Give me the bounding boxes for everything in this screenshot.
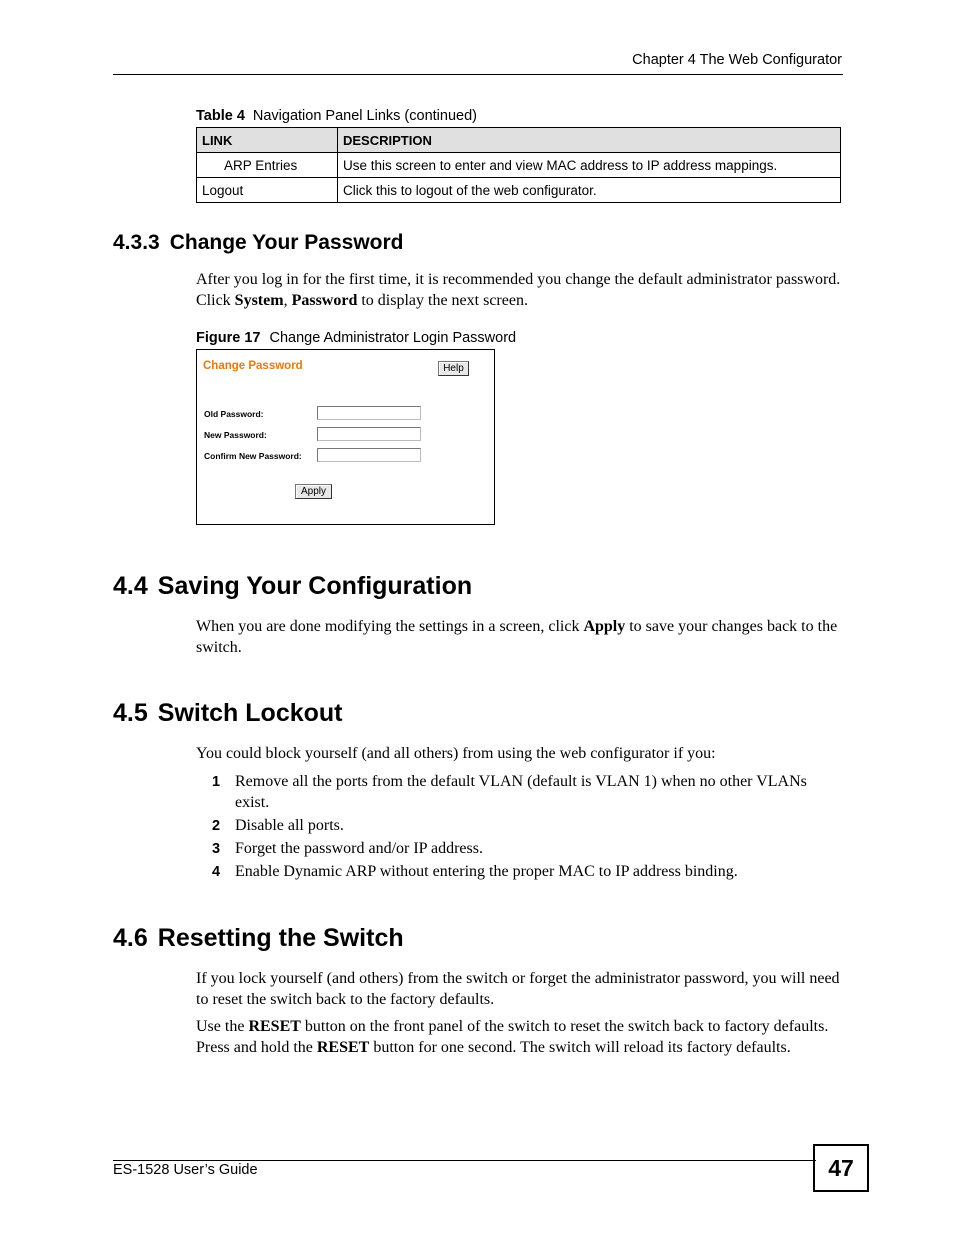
new-password-input[interactable] bbox=[317, 427, 421, 441]
table-caption-label: Table 4 bbox=[196, 108, 245, 124]
text-run: button for one second. The switch will reload its factory defaults. bbox=[369, 1038, 791, 1056]
new-password-label: New Password: bbox=[204, 430, 267, 440]
list-text: Forget the password and/or IP address. bbox=[235, 840, 483, 857]
section-number: 4.4 bbox=[113, 572, 148, 600]
table-cell-link: ARP Entries bbox=[197, 153, 338, 178]
section-title: Switch Lockout bbox=[157, 699, 343, 727]
list-text: Remove all the ports from the default VLAN (default is VLAN 1) when no other VLANs exist. bbox=[235, 773, 807, 811]
change-password-screenshot bbox=[196, 349, 495, 525]
text-run: Use the bbox=[196, 1018, 249, 1035]
section-heading-4-3-3 bbox=[113, 231, 404, 255]
resetting-paragraph-2 bbox=[196, 1017, 844, 1058]
screen-title: Change Password bbox=[203, 360, 303, 372]
figure-caption-text: Change Administrator Login Password bbox=[269, 330, 517, 346]
lockout-intro: You could block yourself (and all others) from using the web configurator if you: bbox=[196, 745, 716, 762]
column-header-link: LINK bbox=[197, 128, 338, 153]
text-run: to display the next screen. bbox=[357, 291, 528, 309]
section-heading-4-4 bbox=[113, 572, 472, 601]
figure-label: Figure 17 bbox=[196, 330, 261, 346]
text-run: When you are done modifying the settings in a screen, click bbox=[196, 618, 584, 635]
bold-system: System bbox=[234, 291, 284, 309]
section-title: Saving Your Configuration bbox=[157, 572, 473, 600]
confirm-password-input[interactable] bbox=[317, 448, 421, 462]
section-number: 4.5 bbox=[113, 699, 148, 727]
text-run: button on the front panel of the switch to reset the switch back to factory defaults. Press and hold the bbox=[196, 1018, 829, 1056]
footer-rule bbox=[113, 1160, 816, 1161]
table-caption bbox=[196, 108, 477, 124]
bold-reset: RESET bbox=[316, 1038, 370, 1056]
apply-button[interactable]: Apply bbox=[295, 484, 332, 499]
table-header-row bbox=[197, 128, 841, 153]
section-title: Resetting the Switch bbox=[157, 924, 404, 952]
table-row bbox=[197, 178, 841, 203]
bold-reset: RESET bbox=[248, 1018, 301, 1035]
text-run: to save your changes back to the switch. bbox=[196, 618, 838, 656]
footer-guide-title: ES-1528 User’s Guide bbox=[113, 1162, 258, 1178]
table-cell-link: Logout bbox=[197, 178, 338, 203]
table-caption-text: Navigation Panel Links (continued) bbox=[252, 108, 477, 124]
list-number: 3 bbox=[212, 841, 221, 857]
figure-caption bbox=[196, 330, 516, 346]
help-button[interactable]: Help bbox=[438, 361, 469, 376]
table-cell-description: Use this screen to enter and view MAC address to IP address mappings. bbox=[338, 153, 841, 178]
old-password-input[interactable] bbox=[317, 406, 421, 420]
page-number: 47 bbox=[813, 1144, 869, 1192]
list-number: 2 bbox=[212, 818, 221, 834]
section-number: 4.6 bbox=[113, 924, 148, 952]
section-heading-4-5 bbox=[113, 699, 343, 728]
section-number: 4.3.3 bbox=[113, 231, 160, 254]
confirm-password-label: Confirm New Password: bbox=[204, 451, 302, 461]
saving-paragraph bbox=[196, 617, 844, 658]
old-password-label: Old Password: bbox=[204, 409, 264, 419]
column-header-description: DESCRIPTION bbox=[338, 128, 841, 153]
section-title: Change Your Password bbox=[169, 231, 404, 254]
resetting-paragraph-1: If you lock yourself (and others) from the switch or forget the administrator password, you will need to reset the switch back to the factory defaults. bbox=[196, 970, 840, 1008]
list-number: 1 bbox=[212, 774, 221, 790]
list-text: Disable all ports. bbox=[235, 817, 344, 834]
bold-password: Password bbox=[291, 291, 358, 309]
change-password-paragraph bbox=[196, 270, 844, 311]
header-rule bbox=[113, 74, 843, 75]
navigation-links-table bbox=[196, 127, 841, 203]
bold-apply: Apply bbox=[583, 618, 626, 635]
list-number: 4 bbox=[212, 864, 221, 880]
table-row bbox=[197, 153, 841, 178]
text-run: After you log in for the first time, it is recommended you change the default administrator password. Click bbox=[196, 271, 841, 309]
running-header: Chapter 4 The Web Configurator bbox=[632, 52, 842, 68]
section-heading-4-6 bbox=[113, 924, 404, 953]
text-run: , bbox=[283, 291, 292, 309]
table-cell-description: Click this to logout of the web configurator. bbox=[338, 178, 841, 203]
list-text: Enable Dynamic ARP without entering the proper MAC to IP address binding. bbox=[235, 863, 738, 880]
